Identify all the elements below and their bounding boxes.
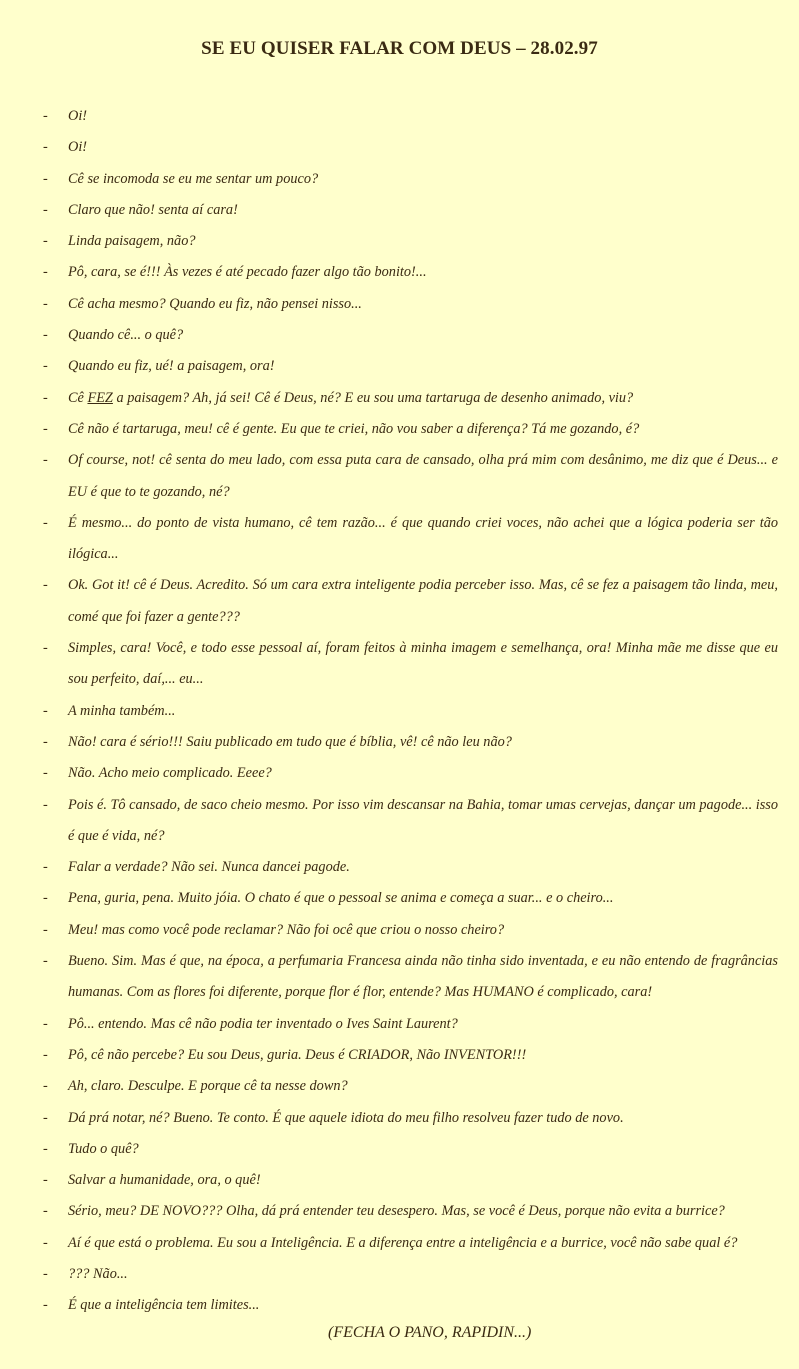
dialogue-line [0, 351, 799, 382]
dialogue-text: Oi! [68, 108, 88, 124]
dialogue-line [0, 946, 799, 1009]
dialogue-dash: - [43, 921, 48, 938]
dialogue-dash: - [43, 733, 48, 750]
dialogue-line [0, 727, 799, 758]
dialogue-dash: - [43, 1265, 48, 1282]
dialogue-dash: - [43, 358, 48, 375]
dialogue-list [0, 101, 799, 1322]
dialogue-line [0, 1009, 799, 1040]
dialogue-dash: - [43, 702, 48, 719]
dialogue-line [0, 1040, 799, 1071]
dialogue-dash: - [43, 452, 48, 469]
dialogue-text: Cê acha mesmo? Quando eu fiz, não pensei nisso... [68, 295, 362, 312]
dialogue-text: Aí é que está o problema. Eu sou a Inteligência. E a diferença entre a inteligência e a burrice, você não sabe qual é? [68, 1234, 738, 1251]
dialogue-dash: - [43, 640, 48, 657]
dialogue-line [0, 1196, 799, 1227]
dialogue-dash: - [43, 233, 48, 250]
dialogue-dash: - [43, 139, 48, 156]
dialogue-dash: - [43, 1234, 48, 1251]
dialogue-text: Pena, guria, pena. Muito jóia. O chato é que o pessoal se anima e começa a suar... e o cheiro... [68, 890, 614, 907]
dialogue-dash: - [43, 859, 48, 876]
dialogue-line [0, 633, 799, 696]
dialogue-line [0, 852, 799, 883]
dialogue-dash: - [43, 1203, 48, 1220]
dialogue-dash: - [43, 1015, 48, 1032]
dialogue-dash: - [43, 796, 48, 813]
dialogue-line [0, 1259, 799, 1290]
dialogue-line [0, 101, 799, 132]
dialogue-text: Meu! mas como você pode reclamar? Não foi ocê que criou o nosso cheiro? [68, 921, 505, 938]
dialogue-text: Ok. Got it! cê é Deus. Acredito. Só um cara extra inteligente podia perceber isso. Mas, cê se fez a paisagem tão linda, meu, comé que foi fazer a gente??? [68, 577, 778, 625]
dialogue-dash: - [43, 1109, 48, 1126]
dialogue-line [0, 570, 799, 633]
dialogue-line [0, 383, 799, 414]
dialogue-line [0, 508, 799, 571]
dialogue-dash: - [43, 170, 48, 187]
dialogue-text: Não. Acho meio complicado. Eeee? [68, 765, 272, 782]
dialogue-text: Cê se incomoda se eu me sentar um pouco? [68, 170, 319, 187]
dialogue-dash: - [43, 327, 48, 344]
dialogue-dash: - [43, 765, 48, 782]
closing-line: (FECHA O PANO, RAPIDIN...) [328, 1324, 532, 1341]
dialogue-text: Pô, cê não percebe? Eu sou Deus, guria. Deus é CRIADOR, Não INVENTOR!!! [68, 1046, 527, 1063]
dialogue-line [0, 1290, 799, 1321]
dialogue-line [0, 445, 799, 508]
dialogue-dash: - [43, 295, 48, 312]
dialogue-text: Sério, meu? DE NOVO??? Olha, dá prá entender teu desespero. Mas, se você é Deus, porque não evita a burrice? [68, 1203, 725, 1220]
dialogue-text: Bueno. Sim. Mas é que, na época, a perfumaria Francesa ainda não tinha sido inventada, e eu não entendo de fragrâncias humanas. Com as flores foi diferente, porque flor é flor, entende? Mas HUMANO é complicado, cara! [68, 953, 778, 1001]
dialogue-text: Tudo o quê? [68, 1140, 139, 1157]
dialogue-text: Pois é. Tô cansado, de saco cheio mesmo. Por isso vim descansar na Bahia, tomar umas cervejas, dançar um pagode... isso é que é vida, né? [68, 796, 779, 844]
dialogue-text: Cê não é tartaruga, meu! cê é gente. Eu que te criei, não vou saber a diferença? Tá me gozando, é? [68, 420, 640, 437]
dialogue-text: Salvar a humanidade, ora, o quê! [68, 1172, 261, 1189]
dialogue-text: É que a inteligência tem limites... [68, 1297, 260, 1314]
dialogue-dash: - [43, 1297, 48, 1314]
dialogue-dash: - [43, 1140, 48, 1157]
dialogue-line [0, 915, 799, 946]
dialogue-dash: - [43, 1172, 48, 1189]
dialogue-text-pre: Cê [68, 389, 88, 406]
dialogue-line [0, 1134, 799, 1165]
dialogue-line [0, 1071, 799, 1102]
dialogue-line [0, 758, 799, 789]
dialogue-text: Pô... entendo. Mas cê não podia ter inventado o Ives Saint Laurent? [68, 1015, 458, 1032]
dialogue-line [0, 696, 799, 727]
dialogue-text: Pô, cara, se é!!! Às vezes é até pecado fazer algo tão bonito!... [68, 264, 427, 281]
dialogue-line [0, 790, 799, 853]
dialogue-dash: - [43, 953, 48, 970]
dialogue-text-underlined: FEZ [87, 389, 113, 406]
dialogue-text: Ah, claro. Desculpe. E porque cê ta nesse down? [68, 1078, 348, 1095]
dialogue-dash: - [43, 264, 48, 281]
dialogue-text: É mesmo... do ponto de vista humano, cê tem razão... é que quando criei voces, não achei que a lógica poderia ser tão ilógica... [68, 514, 778, 563]
dialogue-text: Of course, not! cê senta do meu lado, com essa puta cara de cansado, olha prá mim com desânimo, me diz que é Deus... e EU é que to te gozando, né? [68, 452, 778, 500]
dialogue-line [0, 257, 799, 288]
dialogue-line [0, 132, 799, 163]
dialogue-dash: - [43, 389, 48, 406]
dialogue-text: Falar a verdade? Não sei. Nunca dancei pagode. [68, 859, 350, 876]
dialogue-line [0, 320, 799, 351]
dialogue-text: Linda paisagem, não? [68, 233, 196, 250]
dialogue-line [0, 195, 799, 226]
dialogue-text: Claro que não! senta aí cara! [68, 201, 238, 218]
dialogue-dash: - [43, 577, 48, 594]
dialogue-text: Simples, cara! Você, e todo esse pessoal aí, foram feitos à minha imagem e semelhança, ora! Minha mãe me disse que eu sou perfeito, daí,... eu... [68, 640, 778, 688]
dialogue-text: ??? Não... [68, 1265, 128, 1282]
dialogue-line [0, 1165, 799, 1196]
dialogue-text: Não! cara é sério!!! Saiu publicado em tudo que é bíblia, vê! cê não leu não? [68, 733, 512, 750]
dialogue-line [0, 164, 799, 195]
dialogue-dash: - [43, 108, 48, 124]
dialogue-line [0, 289, 799, 320]
dialogue-dash: - [43, 420, 48, 437]
dialogue-text: Oi! [68, 139, 88, 156]
dialogue-dash: - [43, 201, 48, 218]
dialogue-text-post: a paisagem? Ah, já sei! Cê é Deus, né? E eu sou uma tartaruga de desenho animado, viu? [112, 389, 634, 406]
dialogue-text: Quando eu fiz, ué! a paisagem, ora! [68, 358, 275, 375]
dialogue-text: Dá prá notar, né? Bueno. Te conto. É que aquele idiota do meu filho resolveu fazer tudo de novo. [68, 1109, 624, 1126]
dialogue-text: A minha também... [68, 702, 176, 719]
dialogue-line [0, 414, 799, 445]
dialogue-dash: - [43, 1078, 48, 1095]
dialogue-dash: - [43, 514, 48, 531]
dialogue-line [0, 883, 799, 914]
dialogue-text: Quando cê... o quê? [68, 327, 184, 344]
dialogue-line [0, 226, 799, 257]
page-title: SE EU QUISER FALAR COM DEUS – 28.02.97 [201, 38, 598, 59]
dialogue-dash: - [43, 1046, 48, 1063]
dialogue-line [0, 1103, 799, 1134]
dialogue-line [0, 1228, 799, 1259]
dialogue-dash: - [43, 890, 48, 907]
